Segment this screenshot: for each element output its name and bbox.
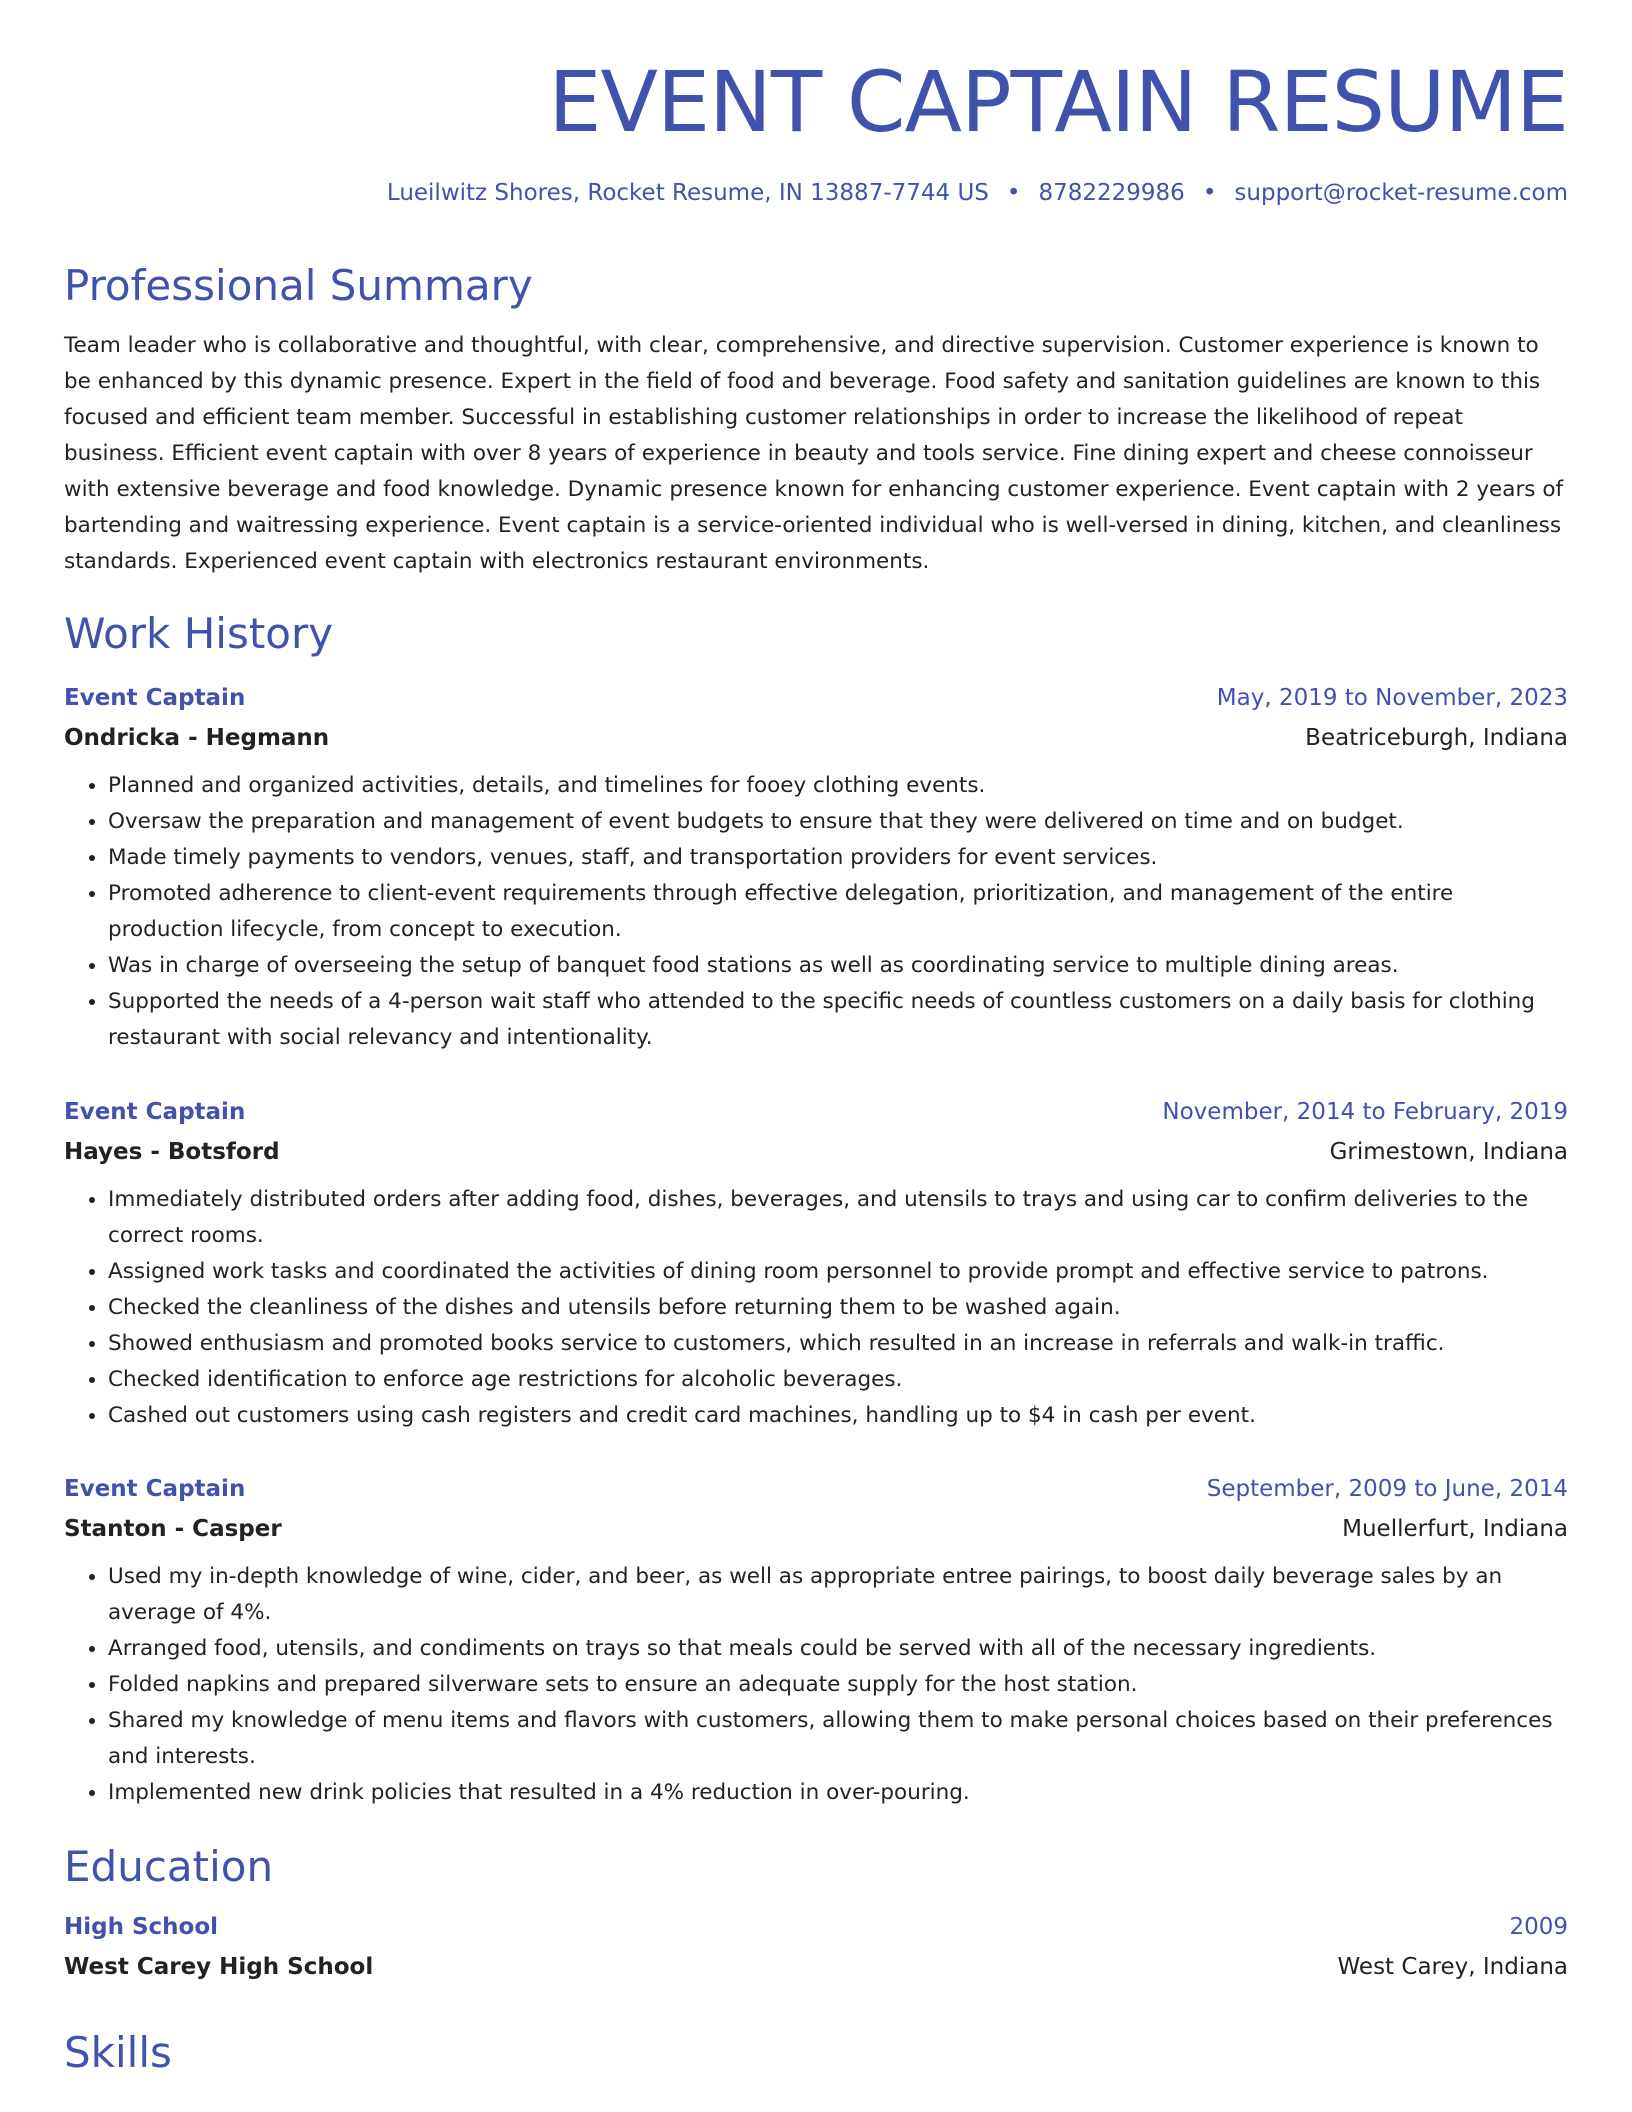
education-school-row [64,1947,1568,1987]
list-item: • Showed enthusiasm and promoted books service to customers, which resulted in an increase in referrals and walk-in traffic. [108,1326,1568,1362]
list-item: • Checked the cleanliness of the dishes and utensils before returning them to be washed again. [108,1290,1568,1326]
address: Lueilwitz Shores, Rocket Resume, IN 13887-7744 US [386,180,989,206]
job-title: Event Captain [64,685,246,711]
list-item: • Oversaw the preparation and management of event budgets to ensure that they were delivered on time and on budget. [108,804,1568,840]
separator: • [1006,180,1021,206]
skills-section [64,2025,1568,2081]
section-title-summary: Professional Summary [64,261,533,310]
education-degree: High School [64,1914,219,1940]
job-bullets [64,1182,1568,1434]
job-company-row [64,1509,1568,1549]
summary-section [64,258,1568,580]
job-header-row [64,1092,1568,1132]
phone: 8782229986 [1038,180,1185,206]
list-item: • Shared my knowledge of menu items and flavors with customers, allowing them to make personal choices based on their preferences and interests. [108,1703,1568,1775]
job-bullets [64,1559,1568,1811]
list-item: • Immediately distributed orders after adding food, dishes, beverages, and utensils to trays and using car to confirm deliveries to the correct rooms. [108,1182,1568,1254]
job-dates: September, 2009 to June, 2014 [1206,1476,1568,1502]
job-header-row [64,1469,1568,1509]
list-item: • Assigned work tasks and coordinated the activities of dining room personnel to provide prompt and effective service to patrons. [108,1254,1568,1290]
resume-title: EVENT CAPTAIN RESUME [548,53,1568,151]
resume-header [64,0,1568,152]
job-company: Ondricka - Hegmann [64,725,330,751]
education-location: West Carey, Indiana [1337,1954,1568,1980]
work-history-section [64,606,1568,662]
section-title-education: Education [64,1842,274,1891]
education-header-row [64,1907,1568,1947]
separator: • [1202,180,1217,206]
list-item: • Folded napkins and prepared silverware sets to ensure an adequate supply for the host station. [108,1667,1568,1703]
email: support@rocket-resume.com [1234,180,1568,206]
job-entry [64,678,1568,1056]
job-entry [64,1469,1568,1811]
contact-line [387,180,1568,206]
list-item: • Made timely payments to vendors, venues, staff, and transportation providers for event services. [108,840,1568,876]
education-year: 2009 [1509,1914,1568,1940]
list-item: • Planned and organized activities, details, and timelines for fooey clothing events. [108,768,1568,804]
summary-text: Team leader who is collaborative and thoughtful, with clear, comprehensive, and directive supervision. Customer experience is known to be enhanced by this dynamic presence. Expert in the field of food and beverage. Food safety and sanitation guidelines are known to this focused and efficient team member. Successful in establishing customer relationships in order to increase the likelihood of repeat business. Efficient event captain with over 8 years of experience in beauty and tools service. Fine dining expert and cheese connoisseur with extensive beverage and food knowledge. Dynamic presence known for enhancing customer experience. Event captain with 2 years of bartending and waitressing experience. Event captain is a service-oriented individual who is well-versed in dining, kitchen, and cleanliness standards. Experienced event captain with electronics restaurant environments. [64,333,1564,574]
job-location: Grimestown, Indiana [1329,1139,1568,1165]
job-location: Beatriceburgh, Indiana [1305,725,1568,751]
list-item: • Used my in-depth knowledge of wine, cider, and beer, as well as appropriate entree pairings, to boost daily beverage sales by an average of 4%. [108,1559,1568,1631]
list-item: • Checked identification to enforce age restrictions for alcoholic beverages. [108,1362,1568,1398]
job-company-row [64,1132,1568,1172]
job-title: Event Captain [64,1099,246,1125]
list-item: • Cashed out customers using cash registers and credit card machines, handling up to $4 in cash per event. [108,1398,1568,1434]
list-item: • Arranged food, utensils, and condiments on trays so that meals could be served with all of the necessary ingredients. [108,1631,1568,1667]
job-company: Hayes - Botsford [64,1139,280,1165]
job-company-row [64,718,1568,758]
job-location: Muellerfurt, Indiana [1342,1516,1568,1542]
list-item: • Implemented new drink policies that resulted in a 4% reduction in over-pouring. [108,1775,1568,1811]
section-title-work: Work History [64,609,334,658]
list-item: • Promoted adherence to client-event requirements through effective delegation, prioritization, and management of the entire production lifecycle, from concept to execution. [108,876,1568,948]
job-dates: May, 2019 to November, 2023 [1216,685,1568,711]
education-school: West Carey High School [64,1954,374,1980]
education-section [64,1839,1568,1987]
list-item: • Supported the needs of a 4-person wait staff who attended to the specific needs of countless customers on a daily basis for clothing restaurant with social relevancy and intentionality. [108,984,1568,1056]
job-header-row [64,678,1568,718]
job-company: Stanton - Casper [64,1516,282,1542]
job-bullets [64,768,1568,1056]
section-title-skills: Skills [64,2028,172,2077]
job-dates: November, 2014 to February, 2019 [1162,1099,1568,1125]
list-item: • Was in charge of overseeing the setup of banquet food stations as well as coordinating service to multiple dining areas. [108,948,1568,984]
job-title: Event Captain [64,1476,246,1502]
job-entry [64,1092,1568,1434]
